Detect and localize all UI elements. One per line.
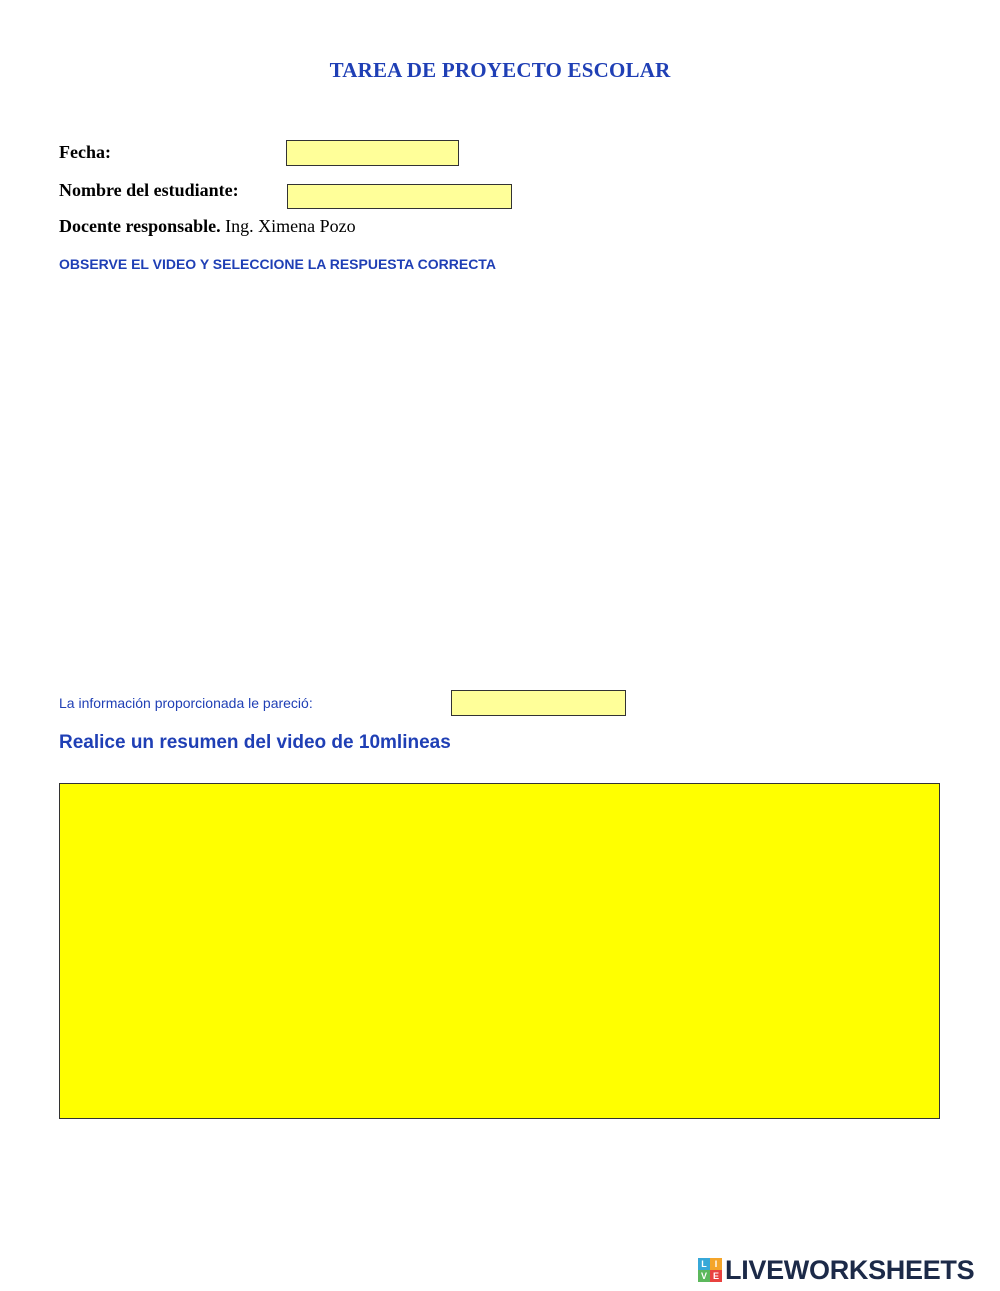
logo-letter-l: L xyxy=(698,1258,710,1270)
fecha-input[interactable] xyxy=(286,140,459,166)
liveworksheets-logo-icon xyxy=(698,1258,722,1282)
liveworksheets-logo xyxy=(698,1255,974,1285)
opinion-input[interactable] xyxy=(451,690,626,716)
teacher-line xyxy=(59,216,356,237)
student-name-input[interactable] xyxy=(287,184,512,209)
question-label: La información proporcionada le pareció: xyxy=(59,695,313,711)
logo-letter-e: E xyxy=(710,1270,722,1282)
page-title: TAREA DE PROYECTO ESCOLAR xyxy=(329,58,671,82)
instruction-text: OBSERVE EL VIDEO Y SELECCIONE LA RESPUESTA CORRECTA xyxy=(59,256,496,272)
logo-letter-i: I xyxy=(710,1258,722,1270)
summary-textarea[interactable] xyxy=(59,783,940,1119)
student-name-label: Nombre del estudiante: xyxy=(59,180,239,200)
teacher-label: Docente responsable. xyxy=(59,216,221,236)
summary-heading: Realice un resumen del video de 10mlineas xyxy=(59,732,451,753)
liveworksheets-wordmark: LIVEWORKSHEETS xyxy=(725,1254,975,1285)
logo-letter-v: V xyxy=(698,1270,710,1282)
fecha-label: Fecha: xyxy=(59,142,111,162)
teacher-name: Ing. Ximena Pozo xyxy=(225,216,356,236)
